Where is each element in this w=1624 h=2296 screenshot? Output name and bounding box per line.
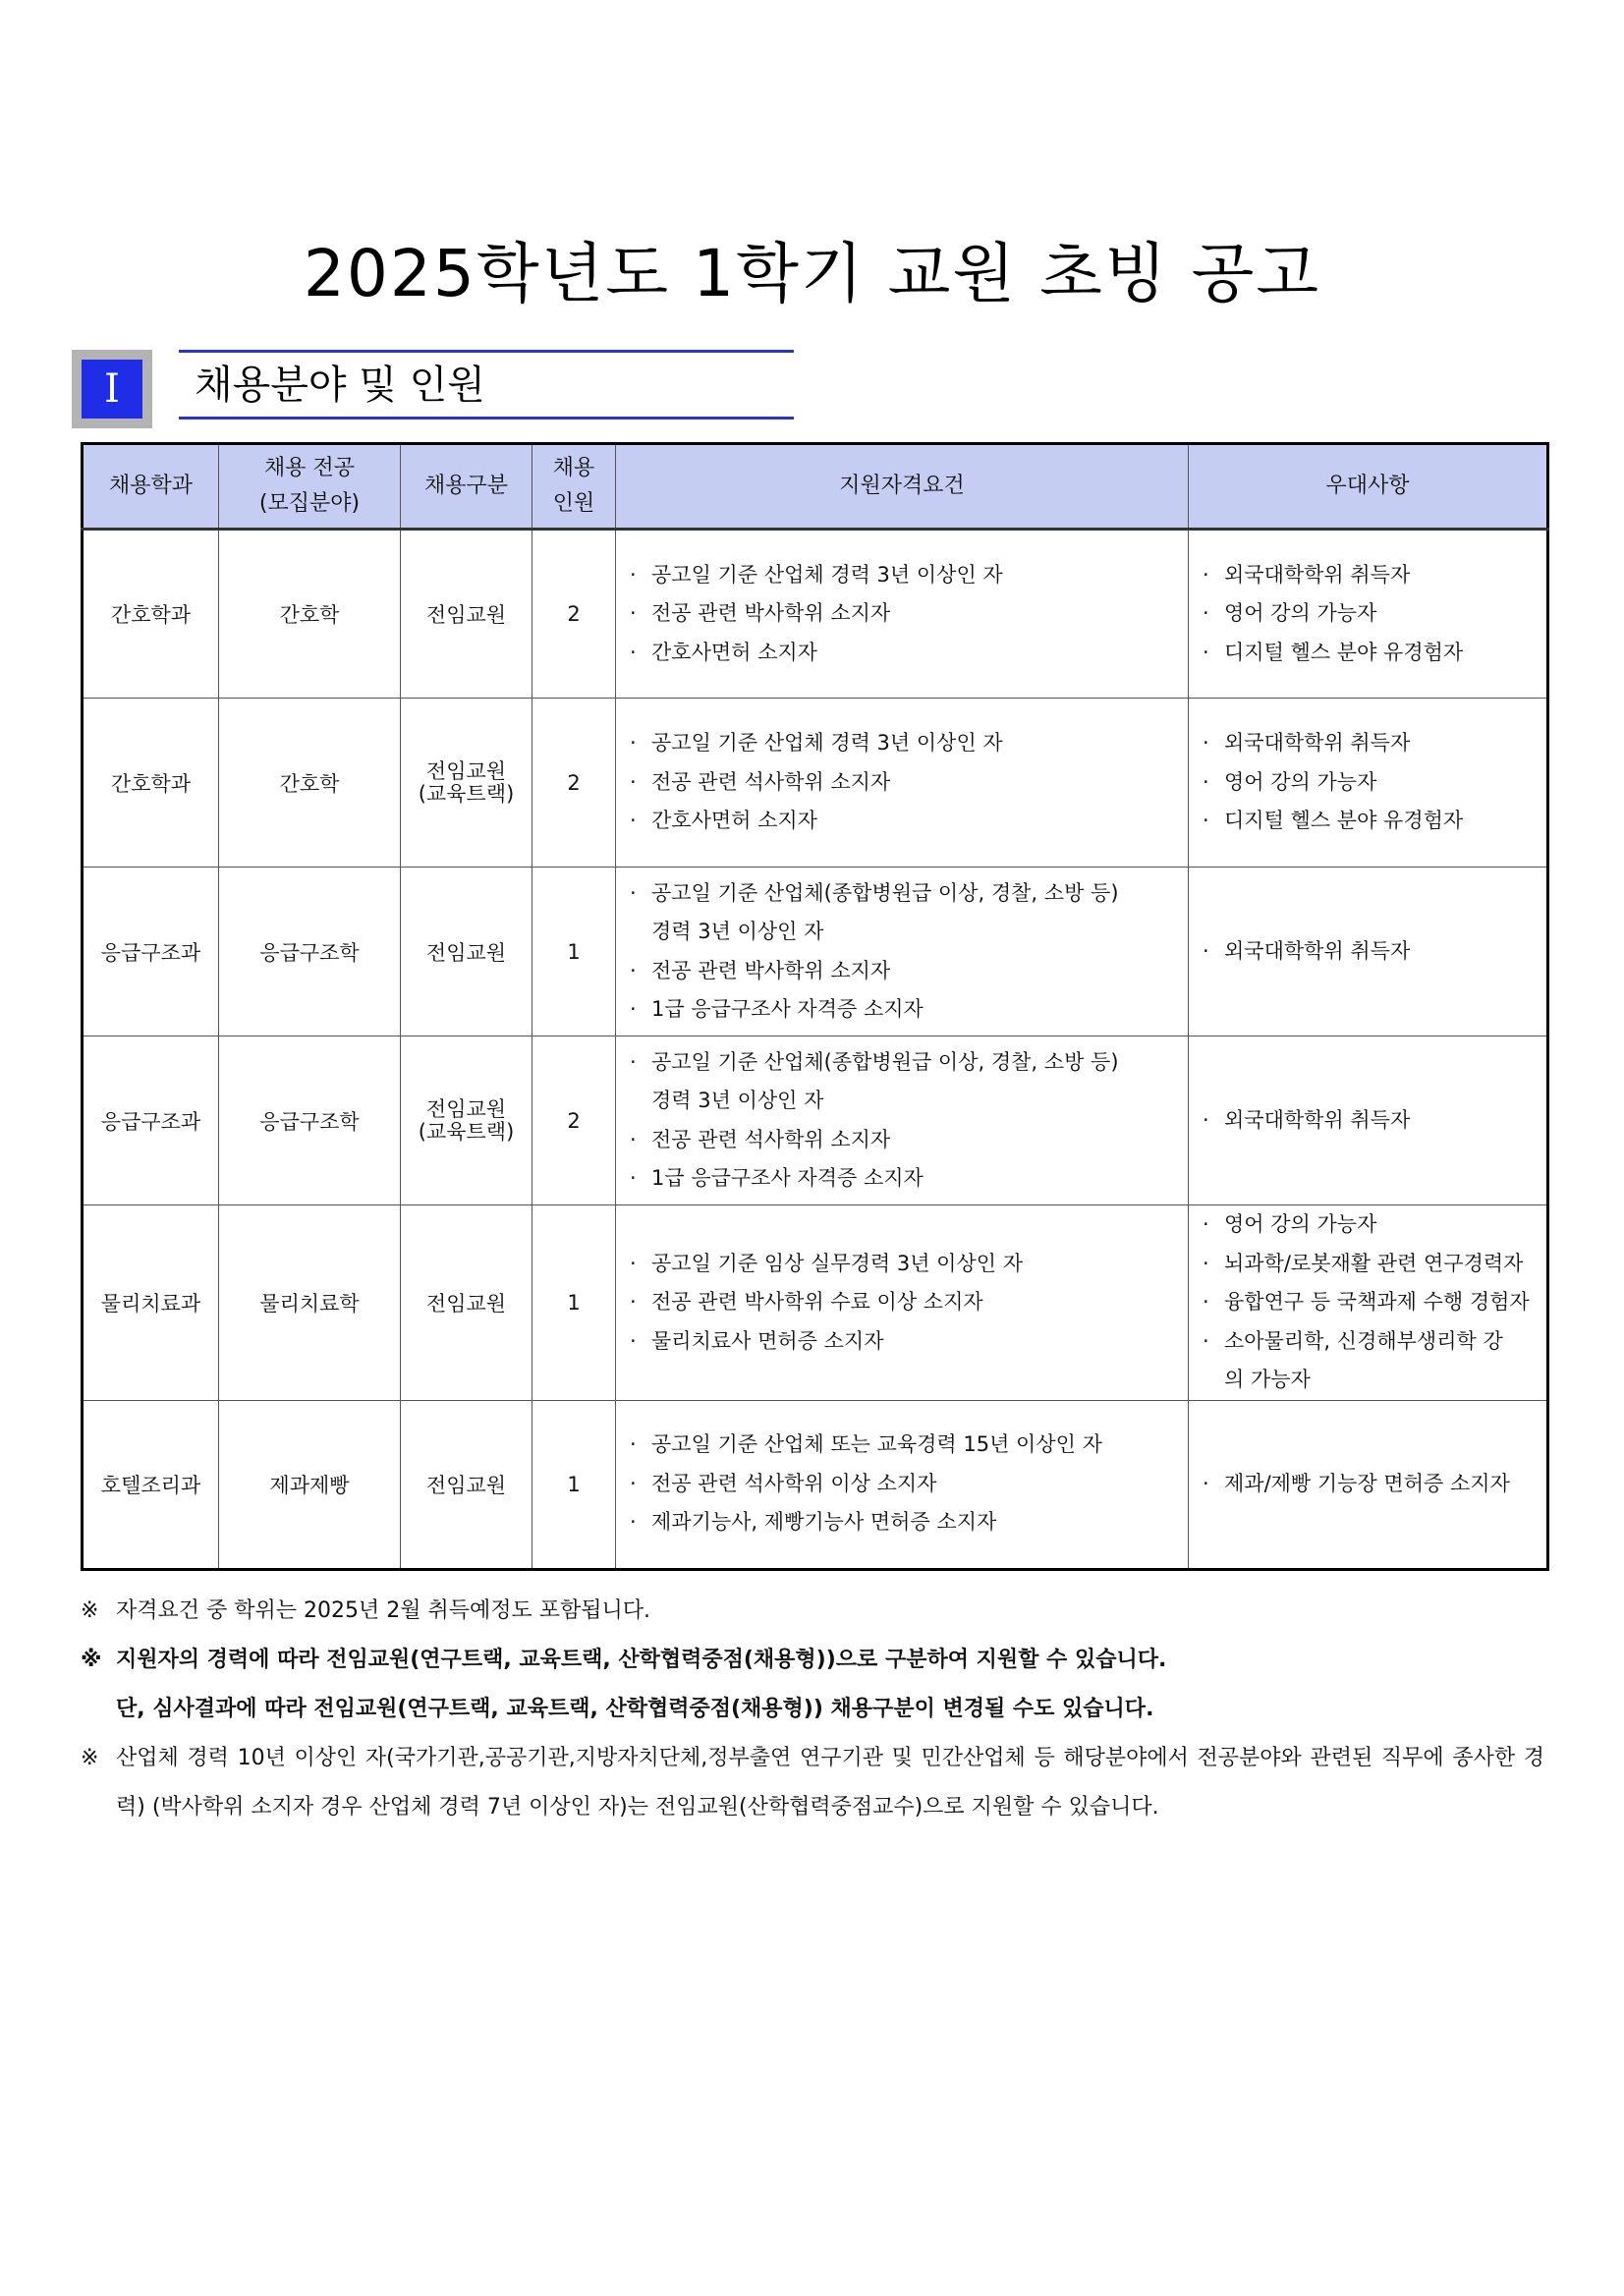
type-track-text: (교육트랙) (418, 1119, 515, 1144)
preference-item: · 뇌과학/로봇재활 관련 연구경력자 (1203, 1245, 1537, 1284)
table-row (83, 868, 1548, 1036)
table-row (83, 530, 1548, 699)
count-cell: 1 (532, 868, 616, 1036)
type-text: 전임교원 (425, 758, 507, 783)
preference-item: · 영어 강의 가능자 (1203, 1205, 1537, 1245)
preference-item: · 외국대학학위 취득자 (1203, 932, 1537, 972)
header-qualification: 지원자격요건 (616, 444, 1189, 530)
preference-item: · 외국대학학위 취득자 (1203, 556, 1537, 595)
major-cell: 물리치료학 (219, 1205, 401, 1401)
notes-section (81, 1587, 1544, 1832)
qualification-item: · 전공 관련 박사학위 소지자 (630, 952, 1178, 991)
dept-cell: 응급구조과 (83, 868, 219, 1036)
header-major-line1: 채용 전공 (263, 456, 355, 480)
qualification-item: · 전공 관련 박사학위 수료 이상 소지자 (630, 1283, 1178, 1322)
type-cell (401, 530, 532, 699)
table-row (83, 1205, 1548, 1401)
note-text: 자격요건 중 학위는 2025년 2월 취득예정도 포함됩니다. (116, 1598, 650, 1623)
dept-cell: 간호학과 (83, 699, 219, 868)
type-cell (401, 1205, 532, 1401)
note-text-continued: 단, 심사결과에 따라 전임교원(연구트랙, 교육트랙, 산학협력중점(채용형)) 채용구분이 변경될 수도 있습니다. (116, 1697, 1154, 1721)
major-cell: 간호학 (219, 530, 401, 699)
qualification-item: · 공고일 기준 산업체 경력 3년 이상인 자 (630, 556, 1178, 595)
major-cell: 간호학 (219, 699, 401, 868)
count-cell: 2 (532, 699, 616, 868)
type-text: 전임교원 (425, 603, 507, 627)
header-count-line2: 인원 (552, 491, 595, 516)
qualification-item: · 1급 응급구조사 자격증 소지자 (630, 1159, 1178, 1199)
type-track-text: (교육트랙) (418, 781, 515, 806)
dept-cell: 간호학과 (83, 530, 219, 699)
qualification-cell (616, 1036, 1189, 1205)
section-number-badge (72, 350, 152, 428)
preference-item: · 소아물리학, 신경해부생리학 강 (1203, 1322, 1537, 1362)
type-cell (401, 699, 532, 868)
section-rule-top (179, 350, 794, 353)
header-count (532, 444, 616, 530)
qualification-item: · 공고일 기준 산업체 또는 교육경력 15년 이상인 자 (630, 1426, 1178, 1465)
dept-cell: 응급구조과 (83, 1036, 219, 1205)
qualification-cell (616, 1205, 1189, 1401)
type-text: 전임교원 (425, 1473, 507, 1497)
dept-cell: 호텔조리과 (83, 1400, 219, 1569)
header-major (219, 444, 401, 530)
count-cell: 2 (532, 1036, 616, 1205)
major-cell: 응급구조학 (219, 1036, 401, 1205)
table-header-row (83, 444, 1548, 530)
qualification-item: · 간호사면허 소지자 (630, 634, 1178, 673)
qualification-item: · 공고일 기준 산업체 경력 3년 이상인 자 (630, 724, 1178, 763)
qualification-item: · 전공 관련 박사학위 소지자 (630, 594, 1178, 634)
type-cell (401, 868, 532, 1036)
qualification-item: · 전공 관련 석사학위 소지자 (630, 1121, 1178, 1160)
type-text: 전임교원 (425, 940, 507, 965)
major-cell: 응급구조학 (219, 868, 401, 1036)
preference-cell (1189, 868, 1548, 1036)
qualification-item: · 전공 관련 석사학위 이상 소지자 (630, 1465, 1178, 1504)
preference-item: · 외국대학학위 취득자 (1203, 1101, 1537, 1141)
preference-cell (1189, 1205, 1548, 1401)
major-cell: 제과제빵 (219, 1400, 401, 1569)
qualification-item: · 제과기능사, 제빵기능사 면허증 소지자 (630, 1503, 1178, 1542)
qualification-item: · 전공 관련 석사학위 소지자 (630, 763, 1178, 803)
page-title: 2025학년도 1학기 교원 초빙 공고 (303, 236, 1321, 311)
type-cell (401, 1400, 532, 1569)
preference-item: · 융합연구 등 국책과제 수행 경험자 (1203, 1283, 1537, 1322)
header-count-line1: 채용 (552, 456, 595, 480)
preference-cell (1189, 1400, 1548, 1569)
note-mark: ※ (81, 1648, 102, 1672)
preference-cell (1189, 530, 1548, 699)
header-preference: 우대사항 (1189, 444, 1548, 530)
qualification-item: · 물리치료사 면허증 소지자 (630, 1322, 1178, 1362)
qualification-cell (616, 868, 1189, 1036)
preference-item: · 외국대학학위 취득자 (1203, 724, 1537, 763)
count-cell: 1 (532, 1400, 616, 1569)
dept-cell: 물리치료과 (83, 1205, 219, 1401)
qualification-item: · 1급 응급구조사 자격증 소지자 (630, 990, 1178, 1030)
qualification-item: · 공고일 기준 임상 실무경력 3년 이상인 자 (630, 1245, 1178, 1284)
count-cell: 1 (532, 1205, 616, 1401)
note-text: 지원자의 경력에 따라 전임교원(연구트랙, 교육트랙, 산학협력중점(채용형))으로 구분하여 지원할 수 있습니다. (116, 1648, 1167, 1672)
qualification-cell (616, 530, 1189, 699)
qualification-item: · 공고일 기준 산업체(종합병원급 이상, 경찰, 소방 등) (630, 1043, 1178, 1083)
preference-item: · 영어 강의 가능자 (1203, 763, 1537, 803)
note-degree (81, 1587, 1544, 1636)
preference-item-continued: 의 가능자 (1224, 1368, 1311, 1391)
note-track (81, 1636, 1544, 1734)
preference-item: · 제과/제빵 기능장 면허증 소지자 (1203, 1465, 1537, 1504)
count-cell: 2 (532, 530, 616, 699)
preference-item: · 디지털 헬스 분야 유경험자 (1203, 802, 1537, 841)
qualification-item-continued: 경력 3년 이상인 자 (651, 920, 824, 943)
note-mark: ※ (81, 1746, 99, 1770)
header-dept: 채용학과 (83, 444, 219, 530)
section-number: I (82, 360, 142, 419)
section-title: 채용분야 및 인원 (195, 363, 485, 408)
preference-item: · 디지털 헬스 분야 유경험자 (1203, 634, 1537, 673)
qualification-cell (616, 699, 1189, 868)
note-mark: ※ (81, 1598, 99, 1623)
table-row (83, 1400, 1548, 1569)
recruitment-table (81, 442, 1549, 1571)
qualification-item: · 공고일 기준 산업체(종합병원급 이상, 경찰, 소방 등) (630, 874, 1178, 914)
preference-cell (1189, 1036, 1548, 1205)
qualification-item-continued: 경력 3년 이상인 자 (651, 1089, 824, 1112)
qualification-cell (616, 1400, 1189, 1569)
header-major-line2: (모집분야) (258, 491, 361, 516)
preference-cell (1189, 699, 1548, 868)
type-text: 전임교원 (425, 1096, 507, 1121)
table-row (83, 1036, 1548, 1205)
header-type: 채용구분 (401, 444, 532, 530)
table-row (83, 699, 1548, 868)
section-rule-bottom (179, 417, 794, 420)
preference-item: · 영어 강의 가능자 (1203, 594, 1537, 634)
qualification-item: · 간호사면허 소지자 (630, 802, 1178, 841)
type-cell (401, 1036, 532, 1205)
note-industry (81, 1734, 1544, 1832)
type-text: 전임교원 (425, 1291, 507, 1316)
note-text: 산업체 경력 10년 이상인 자(국가기관,공공기관,지방자치단체,정부출연 연구기관 및 민간산업체 등 해당분야에서 전공분야와 관련된 직무에 종사한 경력) (박사학위 소지자 경우 산업체 경력 7년 이상인 자)는 전임교원(산학협력중점교수)으로 지원할 수 있습니다. (116, 1746, 1544, 1820)
